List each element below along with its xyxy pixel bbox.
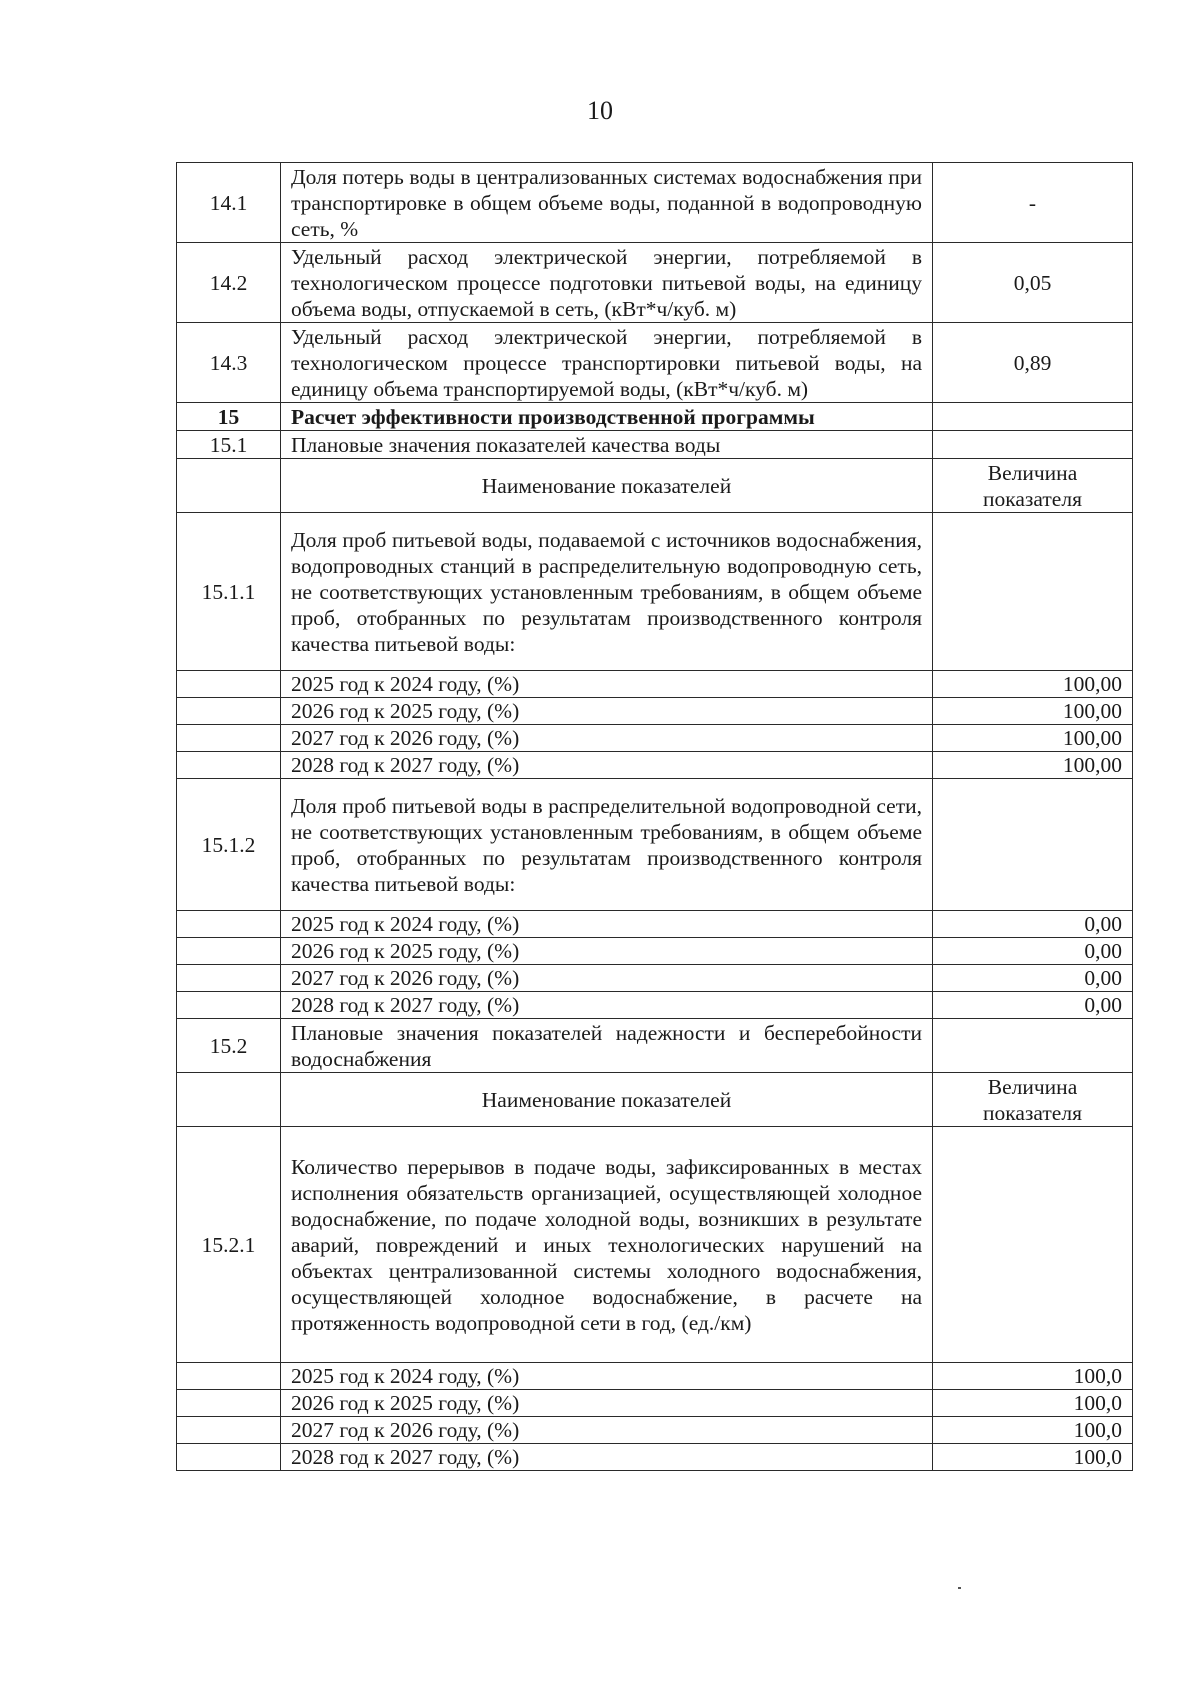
year-row (177, 938, 1133, 965)
empty-cell (177, 1363, 281, 1390)
row-description: Доля проб питьевой воды, подаваемой с источников водоснабжения, водопроводных станций в распределительную водопроводную сеть, не соответствующих установленным требованиям, в общем объеме проб, отобранных по результатам производственного контроля качества питьевой воды: (281, 513, 933, 671)
empty-cell (177, 1444, 281, 1471)
empty-cell (177, 1073, 281, 1127)
year-label: 2026 год к 2025 году, (%) (281, 698, 933, 725)
subsection-row (177, 1019, 1133, 1073)
empty-cell (177, 752, 281, 779)
empty-cell (933, 513, 1133, 671)
column-header-name: Наименование показателей (281, 459, 933, 513)
year-value: 0,00 (933, 938, 1133, 965)
year-row (177, 671, 1133, 698)
year-value: 100,0 (933, 1363, 1133, 1390)
column-header-value-line2: показателя (983, 1100, 1082, 1125)
column-header-value (933, 459, 1133, 513)
empty-cell (933, 1019, 1133, 1073)
year-value: 0,00 (933, 911, 1133, 938)
empty-cell (177, 965, 281, 992)
year-row (177, 725, 1133, 752)
column-header-row (177, 459, 1133, 513)
table-row (177, 243, 1133, 323)
row-description: Доля потерь воды в централизованных системах водоснабжения при транспортировке в общем объеме воды, поданной в водопроводную сеть, % (281, 163, 933, 243)
row-number: 15.1.2 (177, 779, 281, 911)
year-value: 100,00 (933, 698, 1133, 725)
year-label: 2025 год к 2024 году, (%) (281, 911, 933, 938)
column-header-name: Наименование показателей (281, 1073, 933, 1127)
table-row (177, 513, 1133, 671)
year-value: 100,00 (933, 671, 1133, 698)
empty-cell (933, 1127, 1133, 1363)
table-row (177, 163, 1133, 243)
empty-cell (177, 1390, 281, 1417)
empty-cell (177, 992, 281, 1019)
year-value: 100,0 (933, 1417, 1133, 1444)
subsection-title: Плановые значения показателей качества воды (281, 431, 933, 459)
year-value: 100,0 (933, 1444, 1133, 1471)
column-header-value-line1: Величина (987, 1074, 1078, 1099)
year-label: 2028 год к 2027 году, (%) (281, 1444, 933, 1471)
row-description: Доля проб питьевой воды в распределительной водопроводной сети, не соответствующих установленным требованиям, в общем объеме проб, отобранных по результатам производственного контроля качества питьевой воды: (281, 779, 933, 911)
empty-cell (933, 779, 1133, 911)
section-row (177, 403, 1133, 431)
subsection-row (177, 431, 1133, 459)
year-row (177, 1390, 1133, 1417)
empty-cell (177, 671, 281, 698)
subsection-title: Плановые значения показателей надежности и бесперебойности водоснабжения (281, 1019, 933, 1073)
empty-cell (177, 725, 281, 752)
row-number: 15.2.1 (177, 1127, 281, 1363)
column-header-value (933, 1073, 1133, 1127)
year-label: 2027 год к 2026 году, (%) (281, 965, 933, 992)
section-title: Расчет эффективности производственной программы (281, 403, 933, 431)
empty-cell (933, 431, 1133, 459)
year-value: 100,00 (933, 752, 1133, 779)
year-value: 0,00 (933, 992, 1133, 1019)
year-row (177, 1417, 1133, 1444)
subsection-number: 15.2 (177, 1019, 281, 1073)
year-row (177, 965, 1133, 992)
empty-cell (177, 698, 281, 725)
table-row (177, 323, 1133, 403)
row-number: 14.2 (177, 243, 281, 323)
row-description: Удельный расход электрической энергии, потребляемой в технологическом процессе транспортировки питьевой воды, на единицу объема транспортируемой воды, (кВт*ч/куб. м) (281, 323, 933, 403)
row-number: 14.3 (177, 323, 281, 403)
year-label: 2026 год к 2025 году, (%) (281, 1390, 933, 1417)
year-row (177, 992, 1133, 1019)
row-number: 15.1.1 (177, 513, 281, 671)
year-value: 0,00 (933, 965, 1133, 992)
column-header-value-line1: Величина (987, 460, 1078, 485)
year-row (177, 1444, 1133, 1471)
table-row (177, 1127, 1133, 1363)
indicators-table (176, 162, 1133, 1471)
row-number: 14.1 (177, 163, 281, 243)
row-description: Удельный расход электрической энергии, потребляемой в технологическом процессе подготовки питьевой воды, на единицу объема воды, отпускаемой в сеть, (кВт*ч/куб. м) (281, 243, 933, 323)
row-value: - (933, 163, 1133, 243)
row-value: 0,05 (933, 243, 1133, 323)
year-label: 2027 год к 2026 году, (%) (281, 1417, 933, 1444)
column-header-row (177, 1073, 1133, 1127)
year-label: 2027 год к 2026 году, (%) (281, 725, 933, 752)
subsection-number: 15.1 (177, 431, 281, 459)
year-row (177, 1363, 1133, 1390)
section-number: 15 (177, 403, 281, 431)
year-value: 100,0 (933, 1390, 1133, 1417)
year-label: 2026 год к 2025 году, (%) (281, 938, 933, 965)
page-number: 10 (587, 96, 613, 125)
empty-cell (177, 938, 281, 965)
year-row (177, 752, 1133, 779)
empty-cell (177, 459, 281, 513)
row-description: Количество перерывов в подаче воды, зафиксированных в местах исполнения обязательств организацией, осуществляющей холодное водоснабжение, по подаче холодной воды, возникших в результате аварий, повреждений и иных технологических нарушений на объектах централизованной системы холодного водоснабжения, осуществляющей холодное водоснабжение, в расчете на протяженность водопроводной сети в год, (ед./км) (281, 1127, 933, 1363)
scan-speck (958, 1587, 961, 1589)
row-value: 0,89 (933, 323, 1133, 403)
column-header-value-line2: показателя (983, 486, 1082, 511)
empty-cell (933, 403, 1133, 431)
year-label: 2028 год к 2027 году, (%) (281, 752, 933, 779)
year-value: 100,00 (933, 725, 1133, 752)
year-label: 2025 год к 2024 году, (%) (281, 1363, 933, 1390)
year-row (177, 698, 1133, 725)
empty-cell (177, 911, 281, 938)
year-row (177, 911, 1133, 938)
table-row (177, 779, 1133, 911)
year-label: 2025 год к 2024 году, (%) (281, 671, 933, 698)
empty-cell (177, 1417, 281, 1444)
year-label: 2028 год к 2027 году, (%) (281, 992, 933, 1019)
